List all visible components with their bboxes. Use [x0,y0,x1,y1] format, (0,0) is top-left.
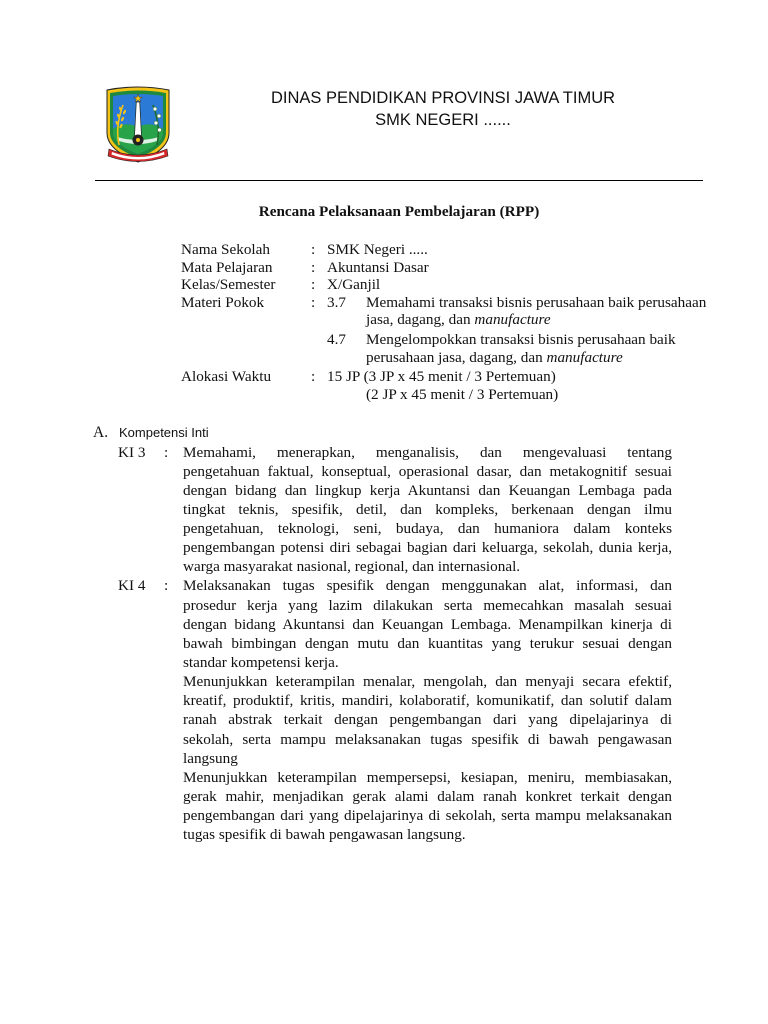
letterhead-title [243,87,643,131]
identity-value: (2 JP x 45 menit / 3 Pertemuan) [366,385,559,403]
materi-pokok-continuation [0,311,768,329]
ki-line: prosedur kerja yang lazim dilakukan serta memecahkan masalah sesuai [183,596,672,614]
identity-value: SMK Negeri ..... [327,241,428,258]
identity-row-materi-pokok [0,294,768,312]
competency-text: Memahami transaksi bisnis perusahaan baik perusahaan [366,293,707,311]
competency-number: 4.7 [327,330,346,348]
competency-text: perusahaan jasa, dagang, dan manufacture [366,348,623,366]
competency-italic-term: manufacture [546,348,623,366]
identity-value: X/Ganjil [327,276,381,294]
ki-item-3 [0,443,768,577]
ki-line: standar kompetensi kerja. [183,654,339,672]
identity-row-alokasi-waktu [0,368,768,386]
kompetensi-inti-list [0,443,768,845]
ki-line: gerak mahir, menjadikan gerak alami dalam ranah konkret terkait dengan [183,788,672,806]
ki-line: sekolah, serta mampu melaksanakan tugas spesifik di bawah pengawasan [183,730,672,748]
agency-name: DINAS PENDIDIKAN PROVINSI JAWA TIMUR [270,89,616,107]
ki-line: bawah bimbingan dengan mutu dan kuantitas yang terukur sesuai dengan [183,634,672,652]
ki-line: ranah abstrak terkait dengan pengembangan dari yang dipelajarinya di [183,711,672,729]
identity-separator: : [311,293,316,311]
emblem-gear-hub [136,138,140,142]
ki-line: pengetahuan, teknologi, seni, budaya, dan humaniora dalam konteks [183,520,672,538]
identity-row-kelas-semester [0,276,768,294]
ki-line: Menunjukkan keterampilan menalar, mengolah, dan menyaji secara efektif, [183,673,672,691]
ki-line: langsung [183,749,238,767]
competency-text: jasa, dagang, dan manufacture [366,311,551,329]
section-heading [0,424,768,442]
ki-line: dengan bidang Akuntansi dan Keuangan Lembaga. Menampilkan kinerja di [183,615,672,633]
alokasi-waktu-continuation [0,386,768,404]
identity-value: 15 JP (3 JP x 45 menit / 3 Pertemuan) [327,368,556,386]
competency-number: 3.7 [327,293,346,311]
ki-separator: : [164,577,169,595]
section-letter: A. [93,424,109,441]
identity-label: Mata Pelajaran [181,258,273,276]
identity-label: Materi Pokok [181,293,265,311]
materi-pokok-item [0,331,768,349]
ki-paragraph [183,672,672,768]
identity-label: Alokasi Waktu [181,368,272,386]
competency-text: Mengelompokkan transaksi bisnis perusahaan baik [366,330,676,348]
ki-line: Memahami, menerapkan, menganalisis, dan mengevaluasi tentang [183,443,672,461]
ki-paragraph [183,768,672,845]
competency-italic-term: manufacture [474,311,551,329]
ki-label: KI 3 [118,443,146,461]
identity-row-nama-sekolah [0,241,768,259]
ki-separator: : [164,443,169,461]
ki-line: pengembangan potensi diri sebagai bagian dari keluarga, sekolah, dunia kerja, [183,539,672,557]
identity-separator: : [311,276,316,294]
ki-paragraph [183,443,672,577]
identity-separator: : [311,368,316,386]
identity-separator: : [311,258,316,276]
identity-table [0,241,768,403]
section-title: Kompetensi Inti [119,425,209,440]
ki-paragraph [183,576,672,672]
identity-row-mata-pelajaran [0,259,768,277]
identity-separator: : [311,241,316,258]
school-name: SMK NEGERI ...... [375,111,511,129]
ki-line: warga masyarakat nasional, regional, dan internasional. [183,558,521,576]
east-java-coat-of-arms-icon [103,83,173,167]
ki-line: Menunjukkan keterampilan mempersepsi, kesiapan, meniru, membiasakan, [183,768,672,786]
identity-value: Akuntansi Dasar [327,258,429,276]
document-title: Rencana Pelaksanaan Pembelajaran (RPP) [258,203,540,220]
ki-label: KI 4 [118,577,146,595]
materi-pokok-continuation [0,349,768,367]
ki-line: tingkat teknis, spesifik, detil, dan kompleks, berkenaan dengan ilmu [183,500,672,518]
ki-line: dengan bidang dan lingkup kerja Akuntansi dan Keuangan Lembaga pada [183,481,672,499]
ki-line: pengetahuan faktual, konseptual, operasional dasar, dan metakognitif sesuai [183,462,672,480]
letterhead-divider [95,180,703,181]
ki-line: tugas spesifik di bawah pengawasan langsung. [183,826,466,844]
identity-label: Nama Sekolah [181,241,270,258]
ki-line: pengembangan dari yang dipelajarinya di sekolah, serta mampu melaksanakan [183,807,672,825]
ki-line: kreatif, produktif, kritis, mandiri, kolaboratif, komunikatif, dan solutif dalam [183,692,672,710]
ki-line: Melaksanakan tugas spesifik dengan menggunakan alat, informasi, dan [183,577,672,595]
identity-label: Kelas/Semester [181,276,276,294]
ki-item-4 [0,576,768,844]
